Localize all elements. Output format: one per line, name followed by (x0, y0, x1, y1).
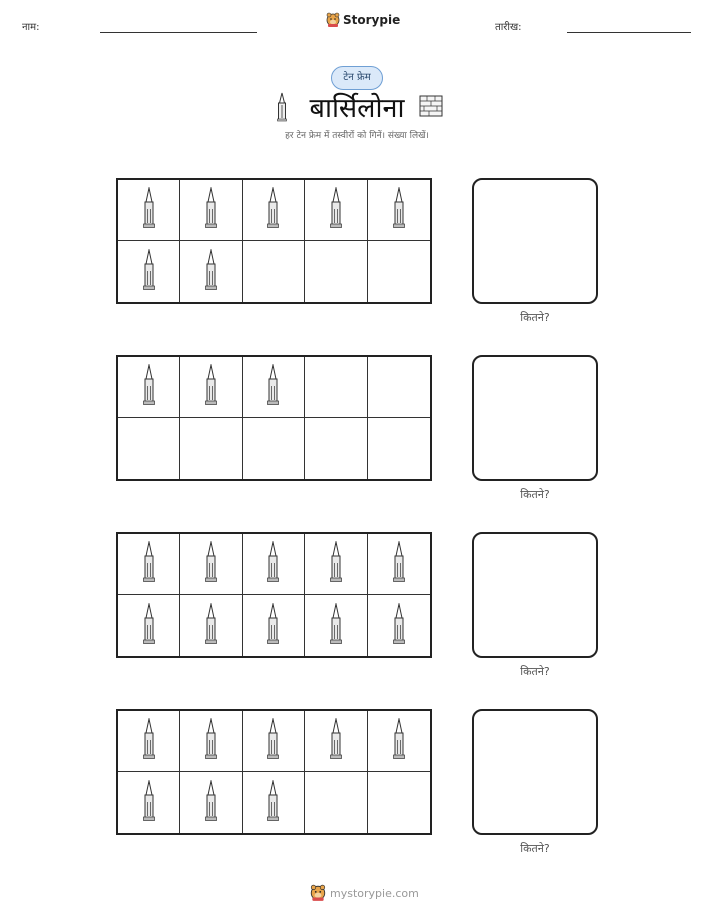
cathedral-tower-icon (141, 780, 157, 826)
frame-cell (180, 595, 242, 656)
frame-cell (243, 772, 305, 833)
frame-cell (305, 772, 367, 833)
frame-cell (180, 418, 242, 479)
cathedral-tower-icon (265, 364, 281, 410)
frame-cell (118, 357, 180, 418)
date-line[interactable] (567, 32, 691, 33)
frame-cell (243, 357, 305, 418)
cathedral-tower-icon (391, 718, 407, 764)
answer-label-2: कितने? (520, 488, 550, 501)
frame-cell (180, 241, 242, 302)
frame-cell (243, 711, 305, 772)
frame-cell (243, 418, 305, 479)
cathedral-tower-icon (391, 541, 407, 587)
frame-cell (305, 357, 367, 418)
bear-mascot-icon (326, 12, 340, 28)
ten-frame-4 (116, 709, 432, 835)
cathedral-tower-icon (141, 364, 157, 410)
cathedral-tower-icon (141, 541, 157, 587)
instruction-text: हर टेन फ्रेम में तस्वीरों को गिनें। संख्या लिखें। (285, 131, 429, 141)
cathedral-tower-icon (141, 603, 157, 649)
frame-cell (118, 595, 180, 656)
frame-cell (305, 595, 367, 656)
cathedral-tower-icon (265, 541, 281, 587)
date-label: तारीख: (495, 22, 522, 33)
cathedral-tower-icon (203, 603, 219, 649)
footer-url: mystorypie.com (330, 886, 419, 900)
answer-box-2[interactable] (472, 355, 598, 481)
frame-cell (305, 241, 367, 302)
frame-cell (368, 241, 430, 302)
ten-frame-1 (116, 178, 432, 304)
frame-cell (243, 180, 305, 241)
cathedral-tower-icon (265, 603, 281, 649)
cathedral-tower-icon (203, 364, 219, 410)
frame-cell (180, 772, 242, 833)
name-line[interactable] (100, 32, 257, 33)
answer-box-3[interactable] (472, 532, 598, 658)
frame-cell (243, 534, 305, 595)
frame-cell (118, 772, 180, 833)
cathedral-tower-icon (328, 541, 344, 587)
frame-cell (118, 418, 180, 479)
frame-cell (368, 357, 430, 418)
cathedral-tower-icon (141, 249, 157, 295)
cathedral-tower-icon (203, 718, 219, 764)
cathedral-tower-icon (203, 541, 219, 587)
frame-cell (368, 772, 430, 833)
frame-cell (368, 711, 430, 772)
cathedral-tower-icon (391, 603, 407, 649)
frame-cell (305, 418, 367, 479)
cathedral-tower-icon (141, 718, 157, 764)
logo-text: Storypie (343, 13, 401, 27)
frame-cell (180, 711, 242, 772)
frame-cell (368, 595, 430, 656)
topic-badge: टेन फ्रेम (331, 66, 383, 90)
frame-cell (243, 595, 305, 656)
cathedral-tower-icon (328, 718, 344, 764)
name-label: नाम: (22, 22, 40, 33)
bear-mascot-icon (310, 884, 326, 902)
frame-cell (305, 711, 367, 772)
frame-cell (305, 180, 367, 241)
frame-cell (305, 534, 367, 595)
answer-label-1: कितने? (520, 311, 550, 324)
cathedral-tower-icon (391, 187, 407, 233)
answer-label-3: कितने? (520, 665, 550, 678)
answer-label-4: कितने? (520, 842, 550, 855)
frame-cell (180, 534, 242, 595)
footer (310, 884, 419, 902)
answer-box-1[interactable] (472, 178, 598, 304)
frame-cell (118, 241, 180, 302)
frame-cell (368, 418, 430, 479)
page-title: बार्सिलोना (309, 93, 405, 124)
frame-cell (243, 241, 305, 302)
cathedral-tower-icon (328, 603, 344, 649)
cathedral-tower-icon (265, 718, 281, 764)
storypie-logo (326, 12, 400, 28)
cathedral-tower-icon (203, 249, 219, 295)
cathedral-tower-icon (328, 187, 344, 233)
answer-box-4[interactable] (472, 709, 598, 835)
frame-cell (118, 711, 180, 772)
frame-cell (180, 357, 242, 418)
frame-cell (368, 180, 430, 241)
frame-cell (118, 534, 180, 595)
brick-wall-icon (418, 93, 444, 119)
cathedral-tower-icon (265, 187, 281, 233)
ten-frame-2 (116, 355, 432, 481)
cathedral-tower-icon (203, 780, 219, 826)
frame-cell (368, 534, 430, 595)
frame-cell (180, 180, 242, 241)
frame-cell (118, 180, 180, 241)
cathedral-tower-icon (265, 780, 281, 826)
ten-frame-3 (116, 532, 432, 658)
cathedral-tower-icon (141, 187, 157, 233)
cathedral-tower-icon (203, 187, 219, 233)
